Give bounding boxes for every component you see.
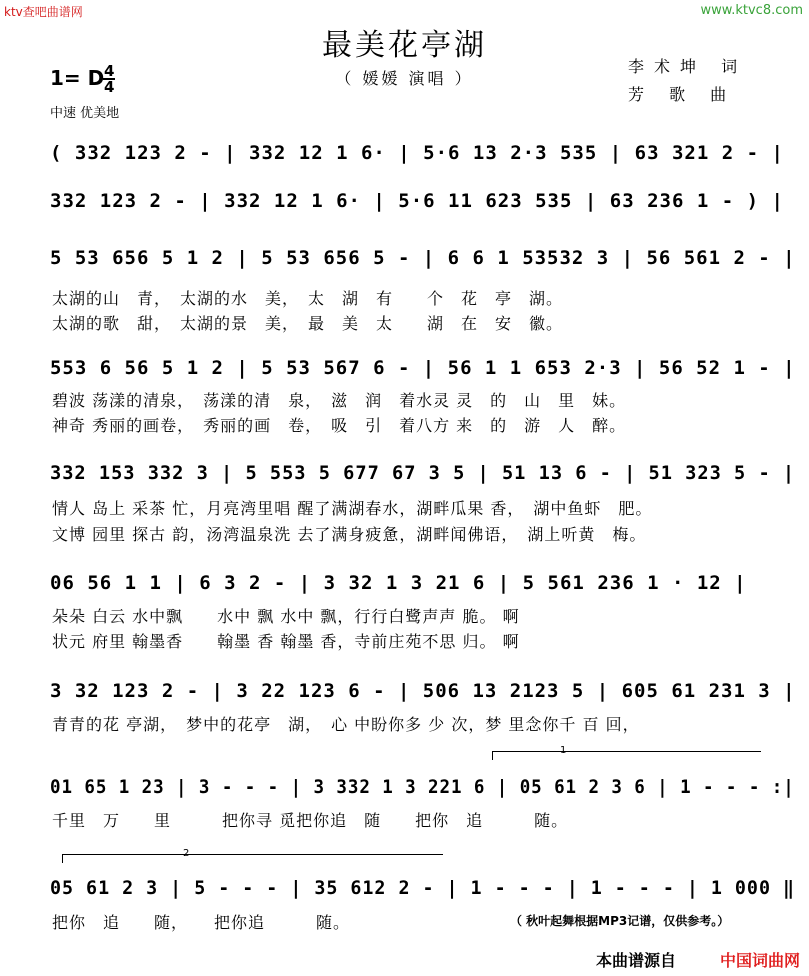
lyric-row-3-verse-2: 太湖的歌 甜， 太湖的景 美， 最 美 太 湖 在 安 徽。: [52, 314, 564, 333]
watermark-left: ktv查吧曲谱网: [4, 5, 83, 19]
lyric-row-6-verse-1: 朵朵 白云 水中飘 水中 飘 水中 飘，行行白鹭声声 脆。 啊: [52, 607, 520, 626]
lyric-row-5-verse-1: 情人 岛上 采茶 忙，月亮湾里唱 醒了满湖春水，湖畔瓜果 香， 湖中鱼虾 肥。: [52, 499, 653, 518]
lyric-row-9: 把你 追 随， 把你追 随。: [52, 913, 351, 932]
lyric-row-8: 千里 万 里 把你寻 觅把你追 随 把你 追 随。: [52, 811, 569, 830]
time-signature-bottom: 4: [104, 78, 115, 96]
lyric-row-6-verse-2: 状元 府里 翰墨香 翰墨 香 翰墨 香，寺前庄苑不思 归。 啊: [52, 632, 520, 651]
transcription-note: （ 秋叶起舞根据MP3记谱，仅供参考。）: [510, 914, 730, 928]
composer-credit: 芳 歌 曲: [628, 85, 737, 104]
lyricist-credit: 李术坤 词: [628, 57, 748, 76]
second-ending-bracket: [62, 854, 443, 863]
time-signature: [103, 64, 115, 94]
singer-line: （ 媛媛 演唱 ）: [335, 69, 474, 88]
footer-source-label: 本曲谱源自: [596, 951, 677, 970]
time-signature-top: 4: [104, 62, 115, 80]
score-row-2: 332 123 2 - | 332 12 1 6· | 5·6 11 623 535 | 63 236 1 - ) |: [50, 190, 784, 212]
lyric-row-3-verse-1: 太湖的山 青， 太湖的水 美， 太 湖 有 个 花 亭 湖。: [52, 289, 564, 308]
footer-site-name: 中国词曲网: [720, 951, 801, 970]
score-row-1: ( 332 123 2 - | 332 12 1 6· | 5·6 13 2·3 535 | 63 321 2 - |: [50, 142, 784, 164]
score-row-4: 553 6 56 5 1 2 | 5 53 567 6 - | 56 1 1 653 2·3 | 56 52 1 - |: [50, 357, 796, 379]
lyric-row-4-verse-2: 神奇 秀丽的画卷， 秀丽的画 卷， 吸 引 着八方 来 的 游 人 醉。: [52, 416, 627, 435]
song-title: 最美花亭湖: [322, 28, 487, 63]
first-ending-label: 1: [560, 745, 567, 756]
key-signature: 1= D: [50, 66, 105, 90]
score-row-8: 01 65 1 23 | 3 - - - | 3 332 1 3 221 6 | 05 61 2 3 6 | 1 - - - :|: [50, 776, 795, 798]
score-row-9: 05 61 2 3 | 5 - - - | 35 612 2 - | 1 - - - | 1 - - - | 1 000 ‖: [50, 877, 795, 899]
second-ending-label: 2: [183, 848, 190, 859]
score-row-6: 06 56 1 1 | 6 3 2 - | 3 32 1 3 21 6 | 5 561 236 1 · 12 |: [50, 572, 747, 594]
lyric-row-4-verse-1: 碧波 荡漾的清泉， 荡漾的清 泉， 滋 润 着水灵 灵 的 山 里 妹。: [52, 391, 627, 410]
score-row-5: 332 153 332 3 | 5 553 5 677 67 3 5 | 51 13 6 - | 51 323 5 - |: [50, 462, 796, 484]
lyric-row-5-verse-2: 文博 园里 探古 韵，汤湾温泉洗 去了满身疲惫，湖畔闻佛语， 湖上听黄 梅。: [52, 525, 647, 544]
first-ending-bracket: [492, 751, 761, 760]
watermark-right: www.ktvc8.com: [700, 3, 803, 18]
tempo-marking: 中速 优美地: [50, 106, 120, 121]
score-row-3: 5 53 656 5 1 2 | 5 53 656 5 - | 6 6 1 53532 3 | 56 561 2 - |: [50, 247, 796, 269]
lyric-row-7: 青青的花 亭湖， 梦中的花亭 湖， 心 中盼你多 少 次，梦 里念你千 百 回，: [52, 715, 640, 734]
score-row-7: 3 32 123 2 - | 3 22 123 6 - | 506 13 2123 5 | 605 61 231 3 |: [50, 680, 796, 702]
